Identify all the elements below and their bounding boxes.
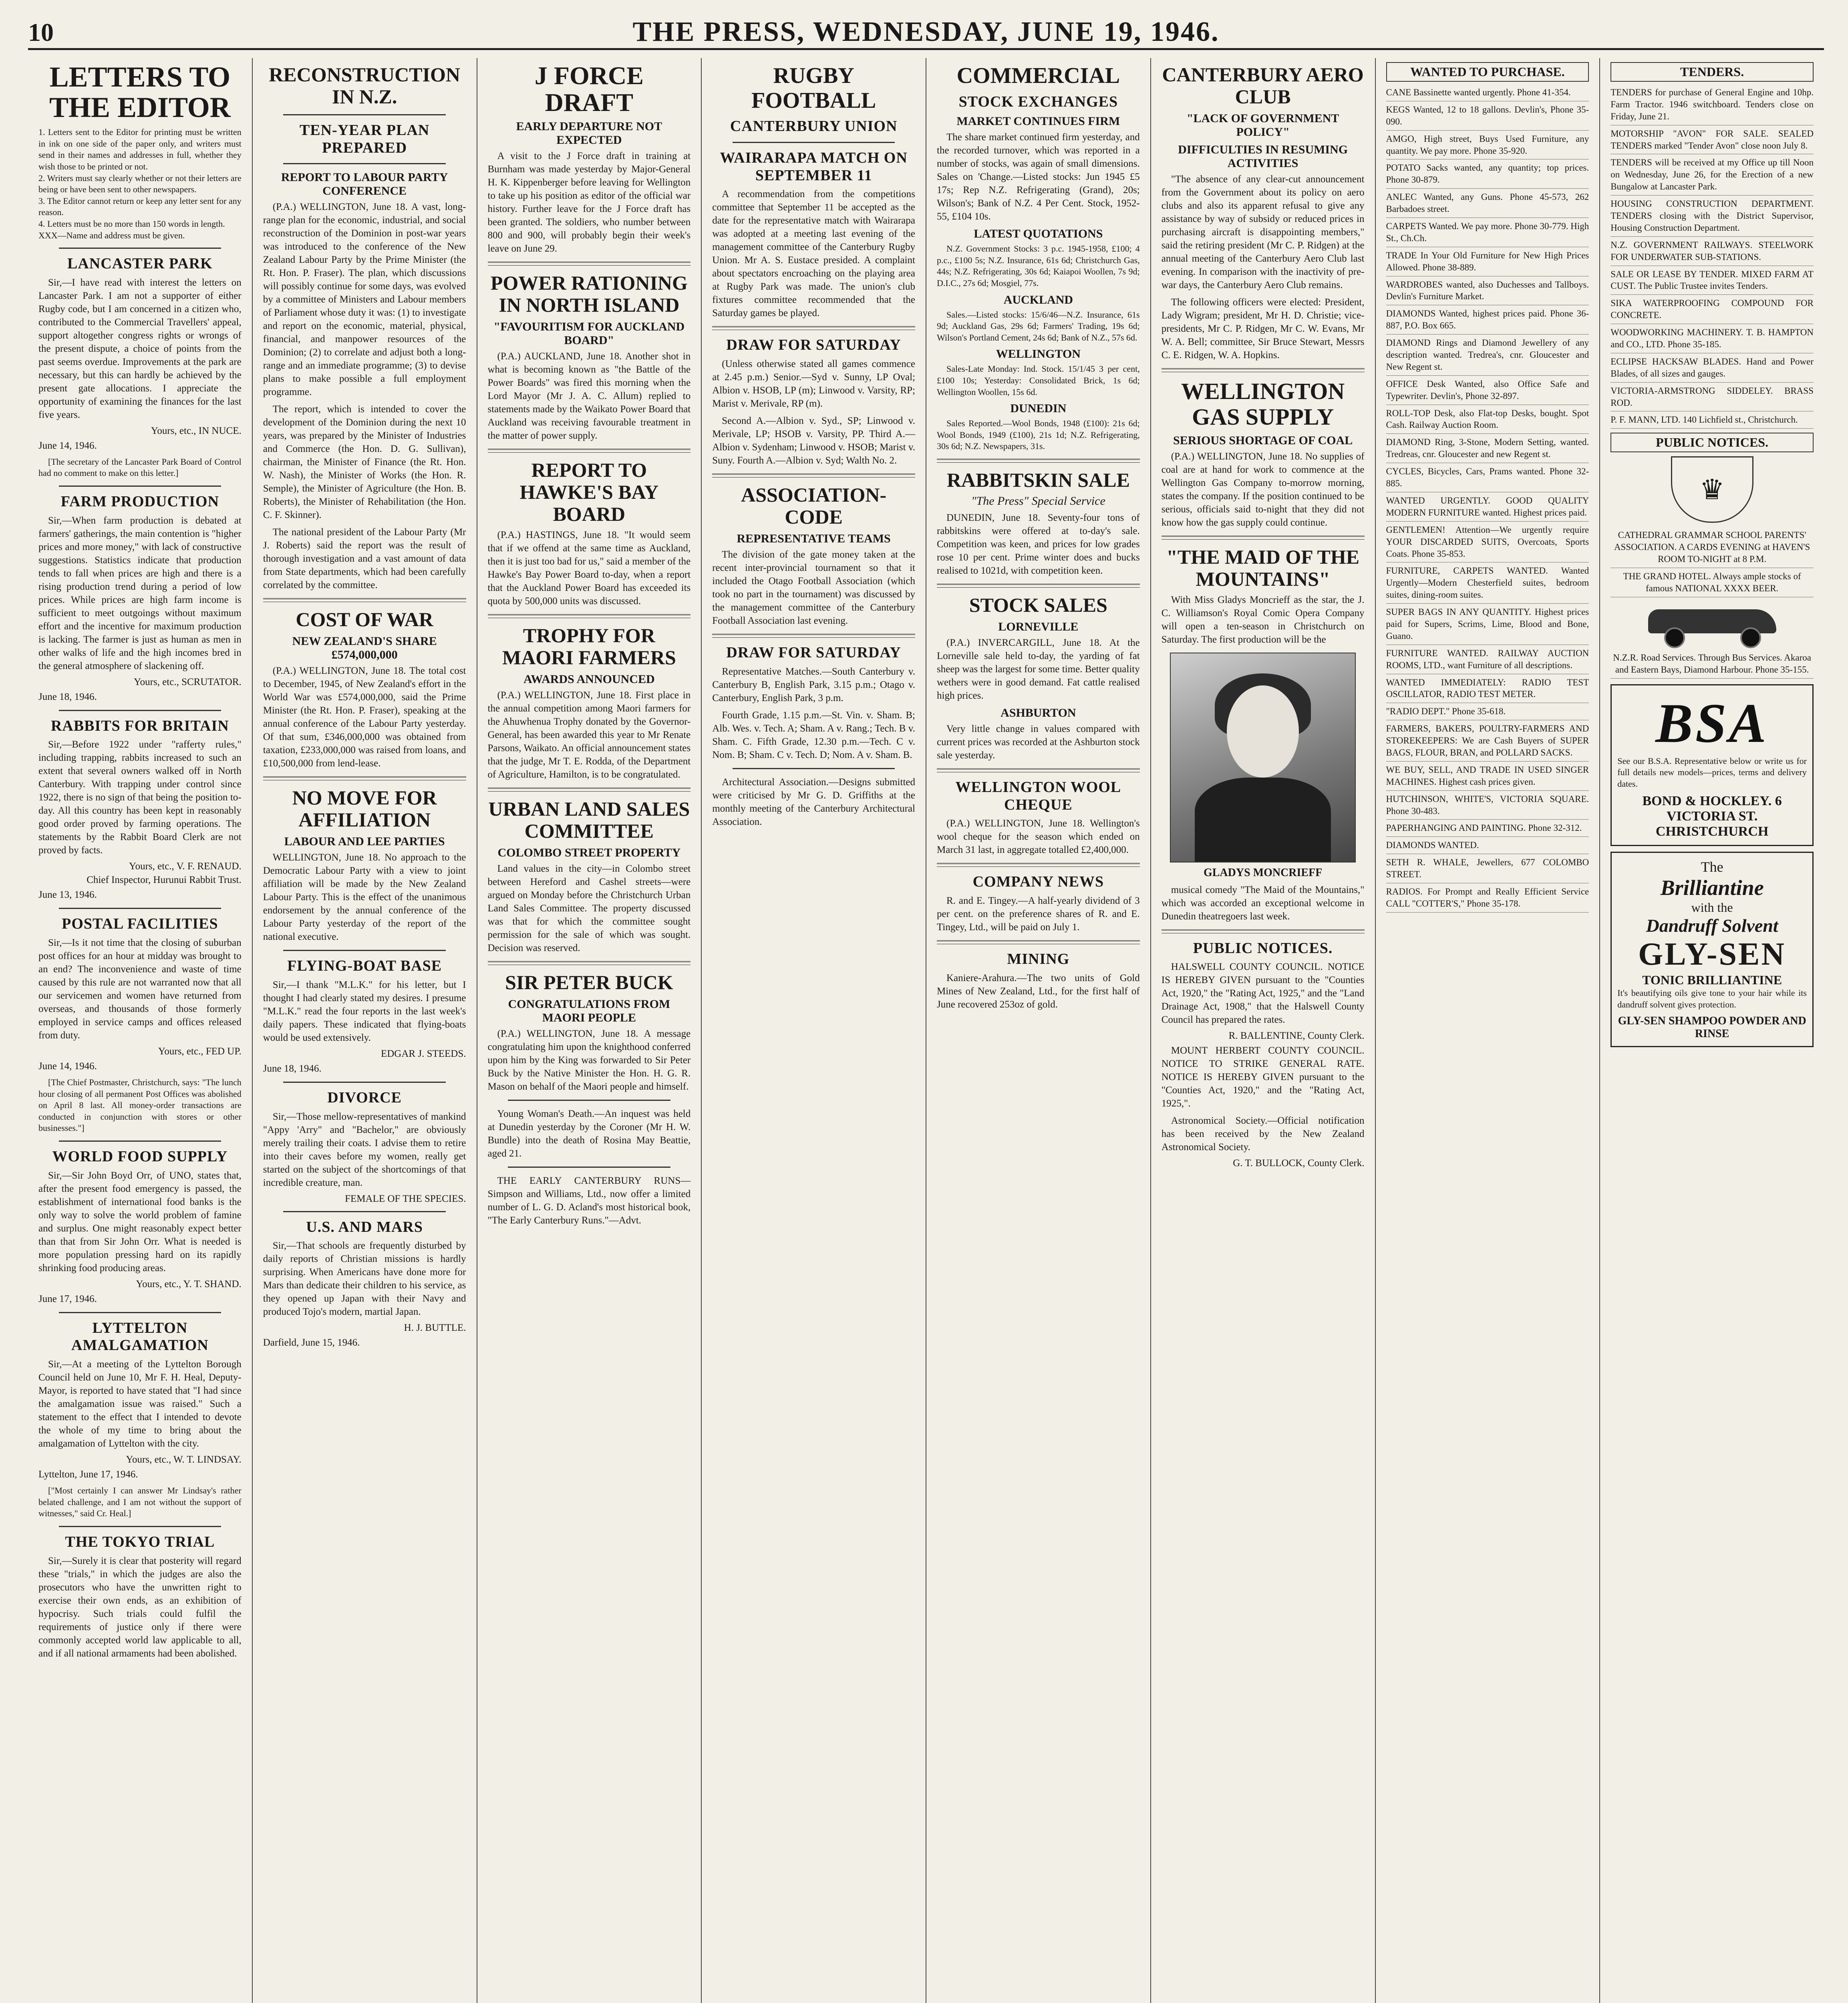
classified-ad: ROLL-TOP Desk, also Flat-top Desks, bought. Spot Cash. Railway Auction Room. <box>1386 405 1589 434</box>
public-notice: Astronomical Society.—Official notification has been received by the New Zealand Astronomical Society. <box>1161 1115 1365 1153</box>
article-body: The national president of the Labour Party (Mr J. Roberts) said the report was the result of thorough investigation and a vast amount of data from State departments, which had been carefully correlated by the committee. <box>263 527 466 591</box>
letter-signature: FEMALE OF THE SPECIES. <box>345 1193 466 1204</box>
classified-ad: VICTORIA-ARMSTRONG SIDDELEY. BRASS ROD. <box>1610 383 1814 412</box>
letter-signature: Yours, etc., FED UP. <box>158 1046 242 1057</box>
letter-body: Sir,—That schools are frequently disturbed by daily reports of Christian missions is hardly surprising. When Americans have done more for Mars than dedicate their children to his service, as they opened up Japan with their Navy and produced Tojo's modern, martial Japan. <box>263 1240 466 1318</box>
letter-body: Sir,—Those mellow-representatives of mankind "Appy 'Arry" and "Bachelor," are obviously merely trailing their coats. I advise them to retire into their caves before my women, really get started on the subject of the shortcomings of that incredible creature, man. <box>263 1111 466 1188</box>
article-headline: COMPANY NEWS <box>972 873 1104 891</box>
article-body: musical comedy "The Maid of the Mountains," which was accorded an exceptional welcome in Dunedin theatregoers last week. <box>1161 884 1365 922</box>
classified-ad: DIAMONDS Wanted, highest prices paid. Phone 36-887, P.O. Box 665. <box>1386 305 1589 335</box>
glysen-advertisement <box>1610 852 1814 1047</box>
article-body: N.Z. Government Stocks: 3 p.c. 1945-1958, £100; 4 p.c., £100 5s; N.Z. Insurance, 61s 6d; Christchurch Gas, 44s; N.Z. Refrigerating, 30s 6d; Kaiapoi Woollen, 7s 9d; D.I.C., 27s 6d; Mosgiel, 77s. <box>937 244 1140 288</box>
classified-heading: PUBLIC NOTICES. <box>1610 433 1814 452</box>
article-body: Representative Matches.—South Canterbury v. Canterbury B, English Park, 3.15 p.m.; Otago v. Canterbury, English Park, 3 p.m. <box>712 666 915 703</box>
news-brief: Young Woman's Death.—An inquest was held at Dunedin yesterday by the Coroner (Mr H. W. Bundle) into the death of Rosina May Beattie, aged 21. <box>487 1108 691 1159</box>
article-body: (P.A.) HASTINGS, June 18. "It would seem that if we offend at the same time as Auckland, then it is just too bad for us," said a member of the Hawke's Bay Power Board to-day, when a report that the Auckland Power Board has exceeded its quota by 500,000 units was discussed. <box>487 530 691 607</box>
classified-ad: CYCLES, Bicycles, Cars, Prams wanted. Phone 32-885. <box>1386 463 1589 492</box>
column-letters <box>28 58 253 2003</box>
classified-ad: MOTORSHIP "AVON" FOR SALE. SEALED TENDERS marked "Tender Avon" close noon July 8. <box>1610 125 1814 155</box>
article-subheading: "LACK OF GOVERNMENT POLICY" <box>1186 112 1339 139</box>
article-body: (Unless otherwise stated all games commence at 2.45 p.m.) Senior.—Syd v. Sunny, LP Oval; Albion v. HSOB, LP (m); Linwood v. Varsity, RP; Marist v. Merivale, RP (m). <box>712 358 915 409</box>
letter-date: June 18, 1946. <box>263 1063 322 1074</box>
article-body: The following officers were elected: President, Lady Wigram; president, Mr H. D. Christie; vice-presidents, Mr C. P. Ridgen, Mr C. W. Evans, Mr W. A. Bell; committee, Sir Bruce Stewart, Messrs C. E. Ridgen, W. A. Hopkins. <box>1161 297 1365 361</box>
article-body: "The absence of any clear-cut announcement from the Government about its policy on aero clubs and also its apparent refusal to give any assistance by way of subsidy or reduced prices in purchasing aircraft is disappointing members," said the retiring president (Mr C. P. Ridgen) at the annual meeting of the Canterbury Aero Club last evening. In comparison with the inactivity of pre-war days, the Canterbury Aero Club remains. <box>1161 174 1365 290</box>
article-body: (P.A.) WELLINGTON, June 18. No supplies of coal are at hand for work to commence at the Wellington Gas Company to-morrow morning, states the company. If the position continued to be serious, officials said to-night that they did not know how the gas supply could continue. <box>1161 451 1365 528</box>
letter-signature: Yours, etc., IN NUCE. <box>151 425 242 436</box>
advertisement-text: with the <box>1691 900 1733 915</box>
article-body: R. and E. Tingey.—A half-yearly dividend of 3 per cent. on the preference shares of R. and E. Tingey, Ltd., will be paid on July 1. <box>937 895 1140 933</box>
notice-signature: R. BALLENTINE, County Clerk. <box>1228 1030 1365 1042</box>
article-body: WELLINGTON, June 18. No approach to the Democratic Labour Party with a view to joint affiliation will be made by the New Zealand Labour Party. This is the effect of the unanimous endorsement by the annual conference of the Labour Party yesterday of the report of the national executive. <box>263 852 466 943</box>
article-body: (P.A.) WELLINGTON, June 18. The total cost to December, 1945, of New Zealand's effort in the World War was £574,000,000, said the Prime Minister (the Rt. Hon. P. Fraser), speaking at the annual conference of the Labour Party yesterday. Of that sum, £346,000,000 was obtained from taxation, £233,000,000 was raised from loans, and £10,500,000 from lend-lease. <box>263 665 466 769</box>
letter-note: [The secretary of the Lancaster Park Board of Control had no comment to make on this letter.] <box>38 456 242 478</box>
classified-ad: FURNITURE, CARPETS WANTED. Wanted Urgently—Modern Chesterfield suites, bedroom suites, dining-room suites. <box>1386 562 1589 604</box>
classified-ad: POTATO Sacks wanted, any quantity; top prices. Phone 30-879. <box>1386 159 1589 189</box>
advertiser-name: BOND & HOCKLEY. 6 VICTORIA ST. CHRISTCHURCH <box>1642 794 1782 839</box>
letter-signature: Yours, etc., Y. T. SHAND. <box>136 1278 242 1290</box>
classified-ad: WANTED URGENTLY. GOOD QUALITY MODERN FURNITURE wanted. Highest prices paid. <box>1386 492 1589 522</box>
article-body: Kaniere-Arahura.—The two units of Gold Mines of New Zealand, Ltd., for the first half of June recovered 253oz of gold. <box>937 972 1140 1010</box>
letter-body: Sir,—When farm production is debated at farmers' gatherings, the main contention is "higher prices and more money," with lack of constructive suggestions. Statistics indicate that production tends to fall when prices are high and there is a rising production trend during a period of low prices. While prices are high farm income is sufficient to meet outgoings without maximum effort and the incentive for maximum production is lacking. The farmer is just as human as men in other walks of life and the high incomes bred in the general atmosphere of slackening off. <box>38 515 242 671</box>
notice-signature: G. T. BULLOCK, County Clerk. <box>1233 1158 1365 1169</box>
article-subheading: "FAVOURITISM FOR AUCKLAND BOARD" <box>493 320 685 347</box>
column-tenders <box>1600 58 1824 2003</box>
advertisement-text: The <box>1701 859 1723 875</box>
classified-ad: WOODWORKING MACHINERY. T. B. HAMPTON and CO., LTD. Phone 35-185. <box>1610 324 1814 353</box>
letter-body: Sir,—Before 1922 under "rafferty rules," including trapping, rabbits increased to such an extent that several owners walked off in North Canterbury. With trapping under control since 1922, there is no sign of that being the position to-day. All this country has been kept in reasonably good order proved by farming operations. The statements by the Rabbit Board Clerk are not proved by facts. <box>38 739 242 856</box>
letter-heading: THE TOKYO TRIAL <box>65 1533 215 1550</box>
classified-ad: FARMERS, BAKERS, POULTRY-FARMERS AND STOREKEEPERS: We are Cash Buyers of SUPER BAGS, FLOUR, BRAN, and POLLARD SACKS. <box>1386 720 1589 762</box>
classified-ad: TENDERS will be received at my Office up till Noon on Wednesday, June 26, for the Erection of a new Bungalow at Lancaster Park. <box>1610 154 1814 195</box>
article-body: Very little change in values compared with current prices was recorded at the Ashburton stock sale yesterday. <box>937 723 1140 761</box>
article-headline: POWER RATIONING IN NORTH ISLAND <box>490 272 688 316</box>
classified-ad: HOUSING CONSTRUCTION DEPARTMENT. TENDERS closing with the District Supervisor, Housing Construction Department. <box>1610 195 1814 237</box>
letter-signature: Yours, etc., SCRUTATOR. <box>134 676 242 687</box>
article-subheading: LORNEVILLE <box>998 620 1079 633</box>
letter-body: Sir,—I thank "M.L.K." for his letter, but I thought I had clearly stated my desires. I presume "M.L.K." read the four reports in the last week's daily papers. These indicated that flying-boats would be used extensively. <box>263 979 466 1044</box>
article-body: The division of the gate money taken at the recent inter-provincial tournament so that it included the Otago Football Association (which took no part in the tournament) was discussed by the management committee of the Canterbury Football Association last evening. <box>712 549 915 626</box>
article-subheading: LATEST QUOTATIONS <box>974 227 1103 241</box>
letter-body: Sir,—Is it not time that the closing of suburban post offices for an hour at midday was brought to an end? The inconvenience and waste of time caused by this rule are not warranted now that all our servicemen and women have returned from overseas, and thousands of those formerly employed in service camps and offices released from duty. <box>38 937 242 1041</box>
article-body: The report, which is intended to cover the development of the Dominion during the next 10 years, was prepared by the Minister of Industries and Commerce (the Hon. D. G. Sullivan), chairman, the Minister of Finance (the Rt. Hon. W. Nash), the Minister of Works (the Hon. R. Semple), the Minister of Agriculture (the Hon. B. Roberts), the Minister of Rehabilitation (the Hon. C. F. Skinner). <box>263 404 466 521</box>
letter-note: ["Most certainly I can answer Mr Lindsay's rather belated challenge, and I am not without the support of witnesses," said Cr. Heal.] <box>38 1485 242 1519</box>
letter-date: June 14, 1946. <box>38 1061 97 1072</box>
letter-heading: LANCASTER PARK <box>67 255 213 272</box>
article-headline: SIR PETER BUCK <box>505 971 673 994</box>
classified-ad: RADIOS. For Prompt and Really Efficient Service CALL "COTTER'S," Phone 35-178. <box>1386 883 1589 913</box>
article-subheading: WELLINGTON <box>996 347 1081 361</box>
classified-ad: TRADE In Your Old Furniture for New High Prices Allowed. Phone 38-889. <box>1386 247 1589 276</box>
article-subheading: EARLY DEPARTURE NOT EXPECTED <box>516 120 662 147</box>
article-body: DUNEDIN, June 18. Seventy-four tons of rabbitskins were offered at to-day's sale. Competition was keen, and prices for low grades rose 10 per cent. Prime winter does and bucks realised to 1021d, with competition keen. <box>937 512 1140 576</box>
article-subheading: LABOUR AND LEE PARTIES <box>284 835 445 848</box>
article-subheading: AUCKLAND <box>1003 293 1073 306</box>
article-body: Fourth Grade, 1.15 p.m.—St. Vin. v. Sham. B; Alb. Wes. v. Tech. A; Sham. A v. Rang.; Tech. B v. Sham. C. Fifth Grade, 12.30 p.m.—Tech. C v. Nom. B; Sham. C v. Tech. D; Nom. A v. Sham. B. <box>712 709 915 760</box>
letter-heading: LYTTELTON AMALGAMATION <box>71 1319 209 1354</box>
classified-ad: SUPER BAGS IN ANY QUANTITY. Highest prices paid for Supers, Scrims, Lime, Blood and Bone, Guano. <box>1386 604 1589 645</box>
article-subheading: REPRESENTATIVE TEAMS <box>737 532 891 545</box>
section-subheading: STOCK EXCHANGES <box>958 93 1118 110</box>
classified-ad: P. F. MANN, LTD. 140 Lichfield st., Christchurch. <box>1610 411 1814 429</box>
advertisement-text: GLY-SEN SHAMPOO POWDER AND RINSE <box>1618 1014 1806 1040</box>
letter-body: Sir,—I have read with interest the letters on Lancaster Park. I am not a supporter of either Rugby code, but I am concerned in a citizen who, contributed to the Commercial Travellers' appeal, support altogether congress rights or wrongs of the present dispute, a choice of points from the past seems overdue. Improvements at the park are necessary, but this can hardly be achieved by the present gate allocations. I appreciate the opportunity of examining the finances for the last five years. <box>38 277 242 420</box>
glysen-brand: GLY-SEN <box>1638 937 1786 972</box>
letters-rules: 1. Letters sent to the Editor for printing must be written in ink on one side of the paper only, and writers must send in their names and addresses in full, whether they wish those to be printed or not. 2. Writers must say clearly whether or not their letters are being or have been sent to other newspapers. 3. The Editor cannot return or keep any letter sent for any reason. 4. Letters must be no more than 150 words in length. <box>38 127 242 229</box>
classified-ad: N.Z.R. Road Services. Through Bus Services. Akaroa and Eastern Bays, Diamond Harbour. Phone 35-155. <box>1610 649 1814 679</box>
classified-ad: THE GRAND HOTEL. Always ample stocks of famous NATIONAL XXXX BEER. <box>1610 568 1814 597</box>
classified-ad: PAPERHANGING AND PAINTING. Phone 32-312. <box>1386 820 1589 837</box>
classified-ad: FURNITURE WANTED. RAILWAY AUCTION ROOMS, LTD., want Furniture of all descriptions. <box>1386 645 1589 674</box>
article-headline: RECONSTRUCTION IN N.Z. <box>269 63 461 108</box>
article-body: The share market continued firm yesterday, and the recorded turnover, which was reported in a number of stocks, was again of small dimensions. Sales on 'Change.—Listed stocks: Jun 1945 £5 17s; Rep N.Z. Refrigerating (Grand), 20s; Wilson's; Bank of N.Z. 4 Per Cent. Stock, 1952-55, £104 10s. <box>937 132 1140 222</box>
classified-ad: GENTLEMEN! Attention—We urgently require YOUR DISCARDED SUITS, Overcoats, Sports Coats. Phone 35-853. <box>1386 522 1589 563</box>
letter-date: June 18, 1946. <box>38 691 97 702</box>
classified-ad: ECLIPSE HACKSAW BLADES. Hand and Power Blades, of all sizes and gauges. <box>1610 353 1814 383</box>
article-subheading: NEW ZEALAND'S SHARE £574,000,000 <box>292 635 437 662</box>
article-subheading: REPORT TO LABOUR PARTY CONFERENCE <box>281 171 448 198</box>
bus-icon <box>1640 601 1784 645</box>
letters-heading: LETTERS TO THE EDITOR <box>49 61 231 123</box>
classified-ad: CARPETS Wanted. We pay more. Phone 30-779. High St., Ch.Ch. <box>1386 218 1589 247</box>
article-body: (P.A.) WELLINGTON, June 18. Wellington's wool cheque for the season which ended on March 31 last, in aggregate totalled £2,400,000. <box>937 818 1140 856</box>
article-body: Second A.—Albion v. Syd., SP; Linwood v. Merivale, LP; HSOB v. Varsity, PP. Third A.—Albion v. Sydenham; Linwood v. HSOB; Marist v. Suny. Fourth A.—Albion v. Syd; Walth No. 2. <box>712 415 915 466</box>
classified-ad: N.Z. GOVERNMENT RAILWAYS. STEELWORK FOR UNDERWATER SUB-STATIONS. <box>1610 237 1814 266</box>
letter-body: Sir,—Surely it is clear that posterity will regard these "trials," in which the judges are also the prosecutors who have the unwritten right to exercise their own ends, as an exhibition of hypocrisy. Such trials could fulfil the requirements of justice only if there were commonly accepted world law applicable to all, and if all national armaments had been abolished. <box>38 1555 242 1659</box>
article-headline: J FORCE DRAFT <box>534 61 644 117</box>
bsa-logo: BSA <box>1655 692 1769 754</box>
classified-ad: DIAMONDS WANTED. <box>1386 837 1589 854</box>
classified-ad: ANLEC Wanted, any Guns. Phone 45-573, 262 Barbadoes street. <box>1386 189 1589 218</box>
article-subheading: ASHBURTON <box>1000 706 1076 719</box>
article-headline: WELLINGTON GAS SUPPLY <box>1181 378 1345 430</box>
classified-ad: WANTED IMMEDIATELY: RADIO TEST OSCILLATOR, RADIO TEST METER. <box>1386 674 1589 703</box>
letter-note: [The Chief Postmaster, Christchurch, says: "The lunch hour closing of all permanent Post Offices was abolished on April 8 last. All money-order transactions are conducted in conjunction with stores or other businesses."] <box>38 1077 242 1133</box>
public-notice: HALSWELL COUNTY COUNCIL. NOTICE IS HEREBY GIVEN pursuant to the "Counties Act, 1920," the "Rating Act, 1925," and the "Land Drainage Act, 1908," that the Halswell County Council has prepared the rates. <box>1161 961 1365 1026</box>
article-headline: CANTERBURY AERO CLUB <box>1162 63 1364 108</box>
section-heading: PUBLIC NOTICES. <box>1193 939 1333 957</box>
advertisement-body: It's beautifying oils give tone to your hair while its dandruff solvent gives protection. <box>1617 988 1807 1010</box>
letter-heading: U.S. AND MARS <box>306 1218 423 1235</box>
letter-date: June 17, 1946. <box>38 1293 97 1304</box>
classified-ad: WARDROBES wanted, also Duchesses and Tallboys. Devlin's Furniture Market. <box>1386 276 1589 306</box>
article-subheading: TEN-YEAR PLAN PREPARED <box>299 122 430 156</box>
letter-signature: Yours, etc., W. T. LINDSAY. <box>126 1454 242 1465</box>
classified-ad: SALE OR LEASE BY TENDER. MIXED FARM AT CUST. The Public Trustee invites Tenders. <box>1610 266 1814 295</box>
classified-ad: CATHEDRAL GRAMMAR SCHOOL PARENTS' ASSOCIATION. A CARDS EVENING at HAVEN'S ROOM TO-NIGHT at 8 P.M. <box>1610 527 1814 568</box>
letter-heading: WORLD FOOD SUPPLY <box>52 1148 228 1165</box>
article-body: A recommendation from the competitions committee that September 11 be accepted as the date for the representative match with Wairarapa was adopted at a meeting last evening of the management committee of the Canterbury Rugby Union. Mr A. S. Eustace presided. A complaint about spectators encroaching on the playing area at Rugby Park was made. The union's club fixtures committee recommended that the Saturday games be played. <box>712 189 915 319</box>
article-headline: DRAW FOR SATURDAY <box>726 337 901 354</box>
portrait-photo <box>1170 653 1356 862</box>
article-headline: URBAN LAND SALES COMMITTEE <box>488 798 690 842</box>
article-headline: REPORT TO HAWKE'S BAY BOARD <box>519 459 659 526</box>
letter-signature-title: Chief Inspector, Hurunui Rabbit Trust. <box>87 875 242 886</box>
section-subheading: CANTERBURY UNION <box>730 118 898 135</box>
column-rugby <box>702 58 926 2003</box>
article-subheading: DIFFICULTIES IN RESUMING ACTIVITIES <box>1178 143 1348 170</box>
advertisement-text: Dandruff Solvent <box>1646 915 1778 936</box>
letter-date: Lyttelton, June 17, 1946. <box>38 1469 138 1480</box>
column-jforce <box>477 58 702 2003</box>
columns <box>28 58 1824 2003</box>
school-crest-icon: ♛ <box>1671 456 1753 523</box>
article-headline: WAIRARAPA MATCH ON SEPTEMBER 11 <box>720 149 908 184</box>
article-body: With Miss Gladys Moncrieff as the star, the J. C. Williamson's Royal Comic Opera Company will open a ten-season in Christchurch on Saturday. The first production will be the <box>1161 594 1365 645</box>
public-notice: MOUNT HERBERT COUNTY COUNCIL. NOTICE TO STRIKE GENERAL RATE. NOTICE IS HEREBY GIVEN pursuant to the "Counties Act, 1920," and the "Rating Act, 1925,". <box>1161 1045 1365 1109</box>
article-body: (P.A.) AUCKLAND, June 18. Another shot in what is becoming known as "the Battle of the Power Boards" was fired this morning when the Lord Mayor (Mr J. A. C. Allum) replied to statements made by the Waikato Power Board that Auckland was receiving favourable treatment in the matter of power supply. <box>487 351 691 441</box>
page-number: 10 <box>28 18 54 46</box>
article-body: A visit to the J Force draft in training at Burnham was made yesterday by Major-General H. K. Kippenberger before leaving for Wellington to take up his position as editor of the official war history. Further leave for the J Force draft has been granted. The soldiers, who number between 800 and 900, will probably begin their week's leave on June 29. <box>487 151 691 254</box>
letter-body: Sir,—Sir John Boyd Orr, of UNO, states that, after the present food emergency is passed, the establishment of international food banks is the only way to solve the world problem of famine and surplus. One might reasonably expect better than that from Sir John Orr. What is needed is more population pressing hard on its rapidly shrinking food producing areas. <box>38 1170 242 1274</box>
classified-ad: DIAMOND Ring, 3-Stone, Modern Setting, wanted. Tredreas, cnr. Gloucester and new Regent st. <box>1386 434 1589 463</box>
letter-signature: EDGAR J. STEEDS. <box>380 1048 466 1060</box>
advertisement-text: TONIC BRILLIANTINE <box>1642 973 1782 987</box>
article-body: (P.A.) WELLINGTON, June 18. First place in the annual competition among Maori farmers for the Ahuwhenua Trophy donated by the Governor-General, has been awarded this year to Mr Renate Parsons, Waikato. An official announcement states that the judge, Mr T. E. Rodda, of the Department of Agriculture, Hamilton, is to be congratulated. <box>487 690 691 780</box>
article-byline: "The Press" Special Service <box>971 494 1105 508</box>
classified-ad: SETH R. WHALE, Jewellers, 677 COLOMBO STREET. <box>1386 854 1589 883</box>
column-wanted <box>1376 58 1600 2003</box>
article-headline: "THE MAID OF THE MOUNTAINS" <box>1166 545 1360 590</box>
article-body: Sales-Late Monday: Ind. Stock. 15/1/45 3 per cent, £100 10s; Yesterday: Consolidated Brick, 1s 6d; Wellington Woollen, 15s 6d. <box>937 364 1140 397</box>
letter-heading: POSTAL FACILITIES <box>62 915 218 933</box>
advertisement-body: See our B.S.A. Representative below or write us for full details new models—prices, terms and delivery dates. <box>1617 756 1807 789</box>
article-headline: STOCK SALES <box>969 594 1107 616</box>
letter-heading: DIVORCE <box>327 1089 402 1106</box>
letter-date: June 14, 1946. <box>38 440 97 451</box>
classified-ad: KEGS Wanted, 12 to 18 gallons. Devlin's, Phone 35-090. <box>1386 101 1589 131</box>
masthead <box>28 16 1824 50</box>
news-brief: Architectural Association.—Designs submitted were criticised by Mr G. D. Griffiths at the monthly meeting of the Canterbury Architectural Association. <box>712 776 915 827</box>
newspaper-title: THE PRESS, WEDNESDAY, JUNE 19, 1946. <box>632 16 1220 47</box>
article-headline: COST OF WAR <box>296 608 433 631</box>
column-commercial <box>926 58 1151 2003</box>
article-body: (P.A.) INVERCARGILL, June 18. At the Lorneville sale held to-day, the yarding of fat sheep was the largest for some time. Better quality wethers were in good demand. Fat cattle realised high prices. <box>937 637 1140 701</box>
classified-ad: AMGO, High street, Buys Used Furniture, any quantity. We pay more. Phone 35-920. <box>1386 131 1589 160</box>
classified-heading: TENDERS. <box>1610 62 1814 82</box>
classified-ad: HUTCHINSON, WHITE'S, VICTORIA SQUARE. Phone 30-483. <box>1386 791 1589 820</box>
letter-date: Darfield, June 15, 1946. <box>263 1337 360 1348</box>
article-body: Sales Reported.—Wool Bonds, 1948 (£100): 21s 6d; Wool Bonds, 1949 (£100), 21s 1d; N.Z. Refrigerating, 30s 6d; N.Z. Newspapers, 31s. <box>937 418 1140 451</box>
article-subheading: SERIOUS SHORTAGE OF COAL <box>1173 433 1353 447</box>
article-subheading: MARKET CONTINUES FIRM <box>956 115 1120 128</box>
classified-ad: CANE Bassinette wanted urgently. Phone 41-354. <box>1386 84 1589 101</box>
letters-xxx: XXX—Name and address must be given. <box>38 230 185 240</box>
column-aero-club <box>1151 58 1376 2003</box>
classified-ad: TENDERS for purchase of General Engine and 10hp. Farm Tractor. 1946 switchboard. Tenders close on Friday, June 21. <box>1610 84 1814 125</box>
classified-ad: WE BUY, SELL, AND TRADE IN USED SINGER MACHINES. Highest cash prices given. <box>1386 762 1589 791</box>
letter-heading: FARM PRODUCTION <box>60 493 219 510</box>
letter-signature: Yours, etc., V. F. RENAUD. <box>129 861 242 872</box>
letter-body: Sir,—At a meeting of the Lyttelton Borough Council held on June 10, Mr F. H. Heal, Deputy-Mayor, is reported to have stated that "I had since the amalgamation issue was raised." Such a statement to the effect that I intended to devote the whole of my time to bring about the amalgamation of Lyttelton with the city. <box>38 1359 242 1449</box>
column-reconstruction <box>253 58 477 2003</box>
letter-date: June 13, 1946. <box>38 889 97 901</box>
classified-ad: "RADIO DEPT." Phone 35-618. <box>1386 703 1589 720</box>
article-headline: DRAW FOR SATURDAY <box>726 644 901 661</box>
photo-caption: GLADYS MONCRIEFF <box>1203 866 1323 879</box>
article-headline: ASSOCIATION-CODE <box>741 483 887 528</box>
advertisement-text: Brilliantine <box>1660 876 1764 900</box>
bsa-advertisement <box>1610 684 1814 846</box>
article-body: Sales.—Listed stocks: 15/6/46—N.Z. Insurance, 61s 9d; Auckland Gas, 29s 6d; Farmers' Trading, 19s 6d; Wilson's Portland Cement, 24s 6d; Bank of N.Z., 57s 6d. <box>937 309 1140 343</box>
section-heading: RUGBY FOOTBALL <box>751 63 876 113</box>
article-headline: WELLINGTON WOOL CHEQUE <box>955 779 1121 813</box>
letter-heading: FLYING-BOAT BASE <box>287 957 442 975</box>
classified-ad: OFFICE Desk Wanted, also Office Safe and Typewriter. Devlin's, Phone 32-897. <box>1386 376 1589 405</box>
article-subheading: CONGRATULATIONS FROM MAORI PEOPLE <box>508 997 670 1025</box>
advertisement: THE EARLY CANTERBURY RUNS—Simpson and Williams, Ltd., now offer a limited number of L. G. D. Acland's most historical book, "The Early Canterbury Runs."—Advt. <box>487 1175 691 1226</box>
classified-ad: SIKA WATERPROOFING COMPOUND FOR CONCRETE. <box>1610 295 1814 324</box>
article-headline: NO MOVE FOR AFFILIATION <box>292 786 437 831</box>
article-subheading: DUNEDIN <box>1010 402 1067 415</box>
letter-heading: RABBITS FOR BRITAIN <box>50 717 229 734</box>
article-headline: RABBITSKIN SALE <box>946 469 1130 491</box>
classified-heading: WANTED TO PURCHASE. <box>1386 62 1589 82</box>
article-body: (P.A.) WELLINGTON, June 18. A message congratulating him upon the knighthood conferred upon him by the King was forwarded to Sir Peter Buck by the Native Minister the Hon. H. G. R. Mason on behalf of the Maori people and himself. <box>487 1028 691 1092</box>
article-headline: MINING <box>1007 951 1070 968</box>
article-body: Land values in the city—in Colombo street between Hereford and Cashel streets—were argued on Monday before the Christchurch Urban Land Sales Committee. The property discussed was that for which the committee sought permission for the sale of which was sought. Decision was reserved. <box>487 863 691 954</box>
classified-ad: DIAMOND Rings and Diamond Jewellery of any description wanted. Tredrea's, cnr. Gloucester and New Regent st. <box>1386 335 1589 376</box>
article-subheading: COLOMBO STREET PROPERTY <box>497 846 681 860</box>
article-body: (P.A.) WELLINGTON, June 18. A vast, long-range plan for the economic, industrial, and social reconstruction of the Dominion in post-war years was introduced to the conference of the New Zealand Labour Party by the Prime Minister (the Rt. Hon. P. Fraser). The plan, which discussions will possibly continue for some days, was evolved by a committee of Ministers and Labour members of Parliament whose duty it was: (1) to investigate and report on the economic, material, physical, financial, and manpower resources of the Dominion; (2) to correlate and adjust both a long-range and an immediate programme; (3) to devise plans to make possible a full employment programme. <box>263 202 466 398</box>
letter-signature: H. J. BUTTLE. <box>404 1322 466 1334</box>
article-headline: TROPHY FOR MAORI FARMERS <box>502 624 676 669</box>
article-subheading: AWARDS ANNOUNCED <box>523 673 655 686</box>
section-heading: COMMERCIAL <box>956 63 1120 88</box>
